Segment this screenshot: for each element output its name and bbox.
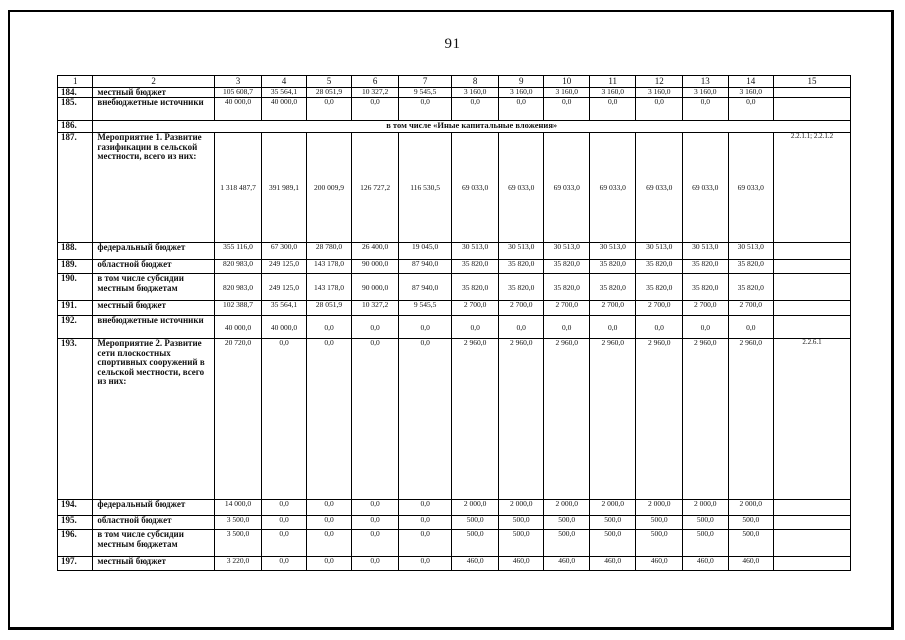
value-cell: 2 000,0 (728, 500, 774, 516)
value-cell: 0,0 (589, 98, 636, 121)
reference-cell (774, 301, 851, 316)
row-name: Мероприятие 2. Развитие сети плоскостных спортивных сооружений в сельской местности, всего из них: (93, 339, 214, 500)
value-cell: 2 000,0 (589, 500, 636, 516)
value-cell: 105 608,7 (214, 88, 262, 98)
value-cell: 30 513,0 (683, 243, 729, 260)
row-name: внебюджетные источники (93, 98, 214, 121)
column-header: 3 (214, 76, 262, 88)
value-cell: 35 820,0 (544, 260, 590, 274)
value-cell: 35 820,0 (683, 260, 729, 274)
column-header: 4 (262, 76, 307, 88)
value-cell: 0,0 (306, 557, 352, 571)
value-cell: 116 530,5 (398, 133, 452, 243)
value-cell: 0,0 (262, 339, 307, 500)
value-cell: 0,0 (398, 516, 452, 530)
column-header: 9 (498, 76, 544, 88)
value-cell: 460,0 (544, 557, 590, 571)
table-row (58, 133, 851, 243)
value-cell: 0,0 (352, 516, 399, 530)
value-cell: 820 983,0 (214, 274, 262, 301)
value-cell: 0,0 (398, 316, 452, 339)
value-cell: 69 033,0 (636, 133, 683, 243)
value-cell: 500,0 (728, 530, 774, 557)
value-cell: 67 300,0 (262, 243, 307, 260)
column-header: 15 (774, 76, 851, 88)
value-cell: 0,0 (636, 316, 683, 339)
row-number: 186. (58, 121, 93, 133)
value-cell: 0,0 (728, 316, 774, 339)
value-cell: 2 700,0 (544, 301, 590, 316)
reference-cell (774, 274, 851, 301)
table-row (58, 243, 851, 260)
reference-cell (774, 557, 851, 571)
value-cell: 69 033,0 (498, 133, 544, 243)
value-cell: 69 033,0 (728, 133, 774, 243)
value-cell: 0,0 (589, 316, 636, 339)
value-cell: 2 000,0 (636, 500, 683, 516)
column-header: 14 (728, 76, 774, 88)
value-cell: 35 820,0 (498, 260, 544, 274)
reference-cell (774, 500, 851, 516)
value-cell: 0,0 (262, 500, 307, 516)
value-cell: 0,0 (352, 530, 399, 557)
value-cell: 500,0 (683, 530, 729, 557)
value-cell: 69 033,0 (589, 133, 636, 243)
table-row (58, 98, 851, 121)
row-name: местный бюджет (93, 88, 214, 98)
row-name: внебюджетные источники (93, 316, 214, 339)
value-cell: 0,0 (498, 98, 544, 121)
reference-cell (774, 98, 851, 121)
value-cell: 30 513,0 (636, 243, 683, 260)
value-cell: 35 564,1 (262, 88, 307, 98)
value-cell: 10 327,2 (352, 88, 399, 98)
value-cell: 0,0 (398, 500, 452, 516)
row-name: в том числе субсидии местным бюджетам (93, 530, 214, 557)
value-cell: 249 125,0 (262, 260, 307, 274)
value-cell: 0,0 (683, 98, 729, 121)
value-cell: 35 820,0 (498, 274, 544, 301)
row-number: 188. (58, 243, 93, 260)
value-cell: 0,0 (306, 339, 352, 500)
value-cell: 3 160,0 (452, 88, 499, 98)
row-number: 192. (58, 316, 93, 339)
value-cell: 35 820,0 (544, 274, 590, 301)
table-row (58, 316, 851, 339)
value-cell: 0,0 (398, 339, 452, 500)
row-name: Мероприятие 1. Развитие газификации в сельской местности, всего из них: (93, 133, 214, 243)
reference-cell: 2.2.6.1 (774, 339, 851, 500)
value-cell: 9 545,5 (398, 301, 452, 316)
value-cell: 500,0 (452, 530, 499, 557)
value-cell: 143 178,0 (306, 274, 352, 301)
value-cell: 0,0 (306, 500, 352, 516)
value-cell: 500,0 (589, 516, 636, 530)
value-cell: 35 820,0 (589, 274, 636, 301)
value-cell: 0,0 (452, 98, 499, 121)
value-cell: 200 009,9 (306, 133, 352, 243)
value-cell: 28 780,0 (306, 243, 352, 260)
row-number: 185. (58, 98, 93, 121)
value-cell: 355 116,0 (214, 243, 262, 260)
value-cell: 2 700,0 (589, 301, 636, 316)
value-cell: 2 960,0 (683, 339, 729, 500)
reference-cell (774, 243, 851, 260)
value-cell: 90 000,0 (352, 274, 399, 301)
page-number: 91 (444, 36, 461, 52)
value-cell: 102 388,7 (214, 301, 262, 316)
reference-cell (774, 530, 851, 557)
row-name: федеральный бюджет (93, 243, 214, 260)
value-cell: 0,0 (544, 316, 590, 339)
value-cell: 26 400,0 (352, 243, 399, 260)
value-cell: 9 545,5 (398, 88, 452, 98)
value-cell: 500,0 (636, 516, 683, 530)
row-name: местный бюджет (93, 301, 214, 316)
value-cell: 0,0 (306, 516, 352, 530)
value-cell: 69 033,0 (452, 133, 499, 243)
value-cell: 40 000,0 (262, 316, 307, 339)
value-cell: 0,0 (262, 557, 307, 571)
column-header: 6 (352, 76, 399, 88)
reference-cell: 2.2.1.1; 2.2.1.2 (774, 133, 851, 243)
value-cell: 30 513,0 (452, 243, 499, 260)
column-header: 2 (93, 76, 214, 88)
budget-table (57, 75, 851, 571)
value-cell: 3 500,0 (214, 516, 262, 530)
row-number: 197. (58, 557, 93, 571)
value-cell: 460,0 (728, 557, 774, 571)
value-cell: 40 000,0 (214, 98, 262, 121)
reference-cell (774, 260, 851, 274)
column-header: 1 (58, 76, 93, 88)
row-number: 195. (58, 516, 93, 530)
column-header: 10 (544, 76, 590, 88)
value-cell: 0,0 (352, 98, 399, 121)
value-cell: 2 960,0 (498, 339, 544, 500)
value-cell: 2 960,0 (636, 339, 683, 500)
value-cell: 126 727,2 (352, 133, 399, 243)
value-cell: 20 720,0 (214, 339, 262, 500)
table-body (58, 76, 851, 571)
value-cell: 2 000,0 (498, 500, 544, 516)
value-cell: 10 327,2 (352, 301, 399, 316)
value-cell: 0,0 (636, 98, 683, 121)
value-cell: 500,0 (498, 530, 544, 557)
value-cell: 1 318 487,7 (214, 133, 262, 243)
row-number: 191. (58, 301, 93, 316)
value-cell: 35 820,0 (728, 260, 774, 274)
table-row (58, 301, 851, 316)
value-cell: 249 125,0 (262, 274, 307, 301)
value-cell: 2 700,0 (636, 301, 683, 316)
value-cell: 35 820,0 (683, 274, 729, 301)
column-header: 5 (306, 76, 352, 88)
column-header: 12 (636, 76, 683, 88)
value-cell: 460,0 (683, 557, 729, 571)
header-row (58, 76, 851, 88)
value-cell: 500,0 (544, 516, 590, 530)
value-cell: 0,0 (262, 530, 307, 557)
value-cell: 0,0 (352, 339, 399, 500)
value-cell: 90 000,0 (352, 260, 399, 274)
value-cell: 500,0 (683, 516, 729, 530)
table-row (58, 339, 851, 500)
value-cell: 35 820,0 (589, 260, 636, 274)
value-cell: 0,0 (306, 98, 352, 121)
value-cell: 3 500,0 (214, 530, 262, 557)
row-name: областной бюджет (93, 260, 214, 274)
value-cell: 30 513,0 (589, 243, 636, 260)
subheader-title: в том числе «Иные капитальные вложения» (93, 121, 851, 133)
row-name: в том числе субсидии местным бюджетам (93, 274, 214, 301)
value-cell: 28 051,9 (306, 88, 352, 98)
row-number: 187. (58, 133, 93, 243)
row-name: местный бюджет (93, 557, 214, 571)
value-cell: 500,0 (544, 530, 590, 557)
subheader-row (58, 121, 851, 133)
value-cell: 0,0 (306, 316, 352, 339)
row-number: 189. (58, 260, 93, 274)
value-cell: 30 513,0 (728, 243, 774, 260)
row-name: областной бюджет (93, 516, 214, 530)
value-cell: 19 045,0 (398, 243, 452, 260)
value-cell: 500,0 (452, 516, 499, 530)
reference-cell (774, 88, 851, 98)
value-cell: 0,0 (306, 530, 352, 557)
value-cell: 69 033,0 (683, 133, 729, 243)
value-cell: 0,0 (728, 98, 774, 121)
value-cell: 3 160,0 (683, 88, 729, 98)
value-cell: 2 960,0 (544, 339, 590, 500)
value-cell: 0,0 (683, 316, 729, 339)
value-cell: 2 000,0 (683, 500, 729, 516)
row-number: 196. (58, 530, 93, 557)
reference-cell (774, 516, 851, 530)
value-cell: 0,0 (262, 516, 307, 530)
table-row (58, 260, 851, 274)
value-cell: 35 564,1 (262, 301, 307, 316)
value-cell: 35 820,0 (636, 260, 683, 274)
value-cell: 2 700,0 (728, 301, 774, 316)
value-cell: 460,0 (498, 557, 544, 571)
value-cell: 87 940,0 (398, 274, 452, 301)
value-cell: 87 940,0 (398, 260, 452, 274)
value-cell: 2 700,0 (452, 301, 499, 316)
value-cell: 460,0 (452, 557, 499, 571)
value-cell: 3 160,0 (636, 88, 683, 98)
value-cell: 500,0 (636, 530, 683, 557)
value-cell: 3 160,0 (728, 88, 774, 98)
value-cell: 35 820,0 (452, 274, 499, 301)
value-cell: 820 983,0 (214, 260, 262, 274)
value-cell: 2 700,0 (683, 301, 729, 316)
table-row (58, 274, 851, 301)
value-cell: 35 820,0 (636, 274, 683, 301)
value-cell: 35 820,0 (452, 260, 499, 274)
reference-cell (774, 316, 851, 339)
table-row (58, 557, 851, 571)
value-cell: 40 000,0 (262, 98, 307, 121)
column-header: 13 (683, 76, 729, 88)
value-cell: 3 220,0 (214, 557, 262, 571)
row-number: 194. (58, 500, 93, 516)
row-number: 193. (58, 339, 93, 500)
value-cell: 3 160,0 (498, 88, 544, 98)
value-cell: 2 000,0 (544, 500, 590, 516)
value-cell: 2 960,0 (728, 339, 774, 500)
value-cell: 0,0 (498, 316, 544, 339)
value-cell: 0,0 (352, 316, 399, 339)
value-cell: 143 178,0 (306, 260, 352, 274)
row-number: 184. (58, 88, 93, 98)
table-row (58, 530, 851, 557)
column-header: 8 (452, 76, 499, 88)
value-cell: 0,0 (398, 98, 452, 121)
value-cell: 500,0 (498, 516, 544, 530)
value-cell: 0,0 (398, 530, 452, 557)
value-cell: 14 000,0 (214, 500, 262, 516)
value-cell: 69 033,0 (544, 133, 590, 243)
row-name: федеральный бюджет (93, 500, 214, 516)
value-cell: 2 960,0 (452, 339, 499, 500)
value-cell: 30 513,0 (544, 243, 590, 260)
value-cell: 460,0 (636, 557, 683, 571)
value-cell: 0,0 (352, 500, 399, 516)
value-cell: 0,0 (544, 98, 590, 121)
value-cell: 30 513,0 (498, 243, 544, 260)
value-cell: 0,0 (452, 316, 499, 339)
value-cell: 460,0 (589, 557, 636, 571)
value-cell: 40 000,0 (214, 316, 262, 339)
value-cell: 500,0 (589, 530, 636, 557)
table-row (58, 88, 851, 98)
value-cell: 2 960,0 (589, 339, 636, 500)
table-row (58, 500, 851, 516)
value-cell: 391 989,1 (262, 133, 307, 243)
value-cell: 35 820,0 (728, 274, 774, 301)
value-cell: 3 160,0 (544, 88, 590, 98)
value-cell: 2 700,0 (498, 301, 544, 316)
row-number: 190. (58, 274, 93, 301)
value-cell: 0,0 (398, 557, 452, 571)
value-cell: 2 000,0 (452, 500, 499, 516)
value-cell: 500,0 (728, 516, 774, 530)
column-header: 7 (398, 76, 452, 88)
table-row (58, 516, 851, 530)
value-cell: 28 051,9 (306, 301, 352, 316)
column-header: 11 (589, 76, 636, 88)
value-cell: 3 160,0 (589, 88, 636, 98)
value-cell: 0,0 (352, 557, 399, 571)
